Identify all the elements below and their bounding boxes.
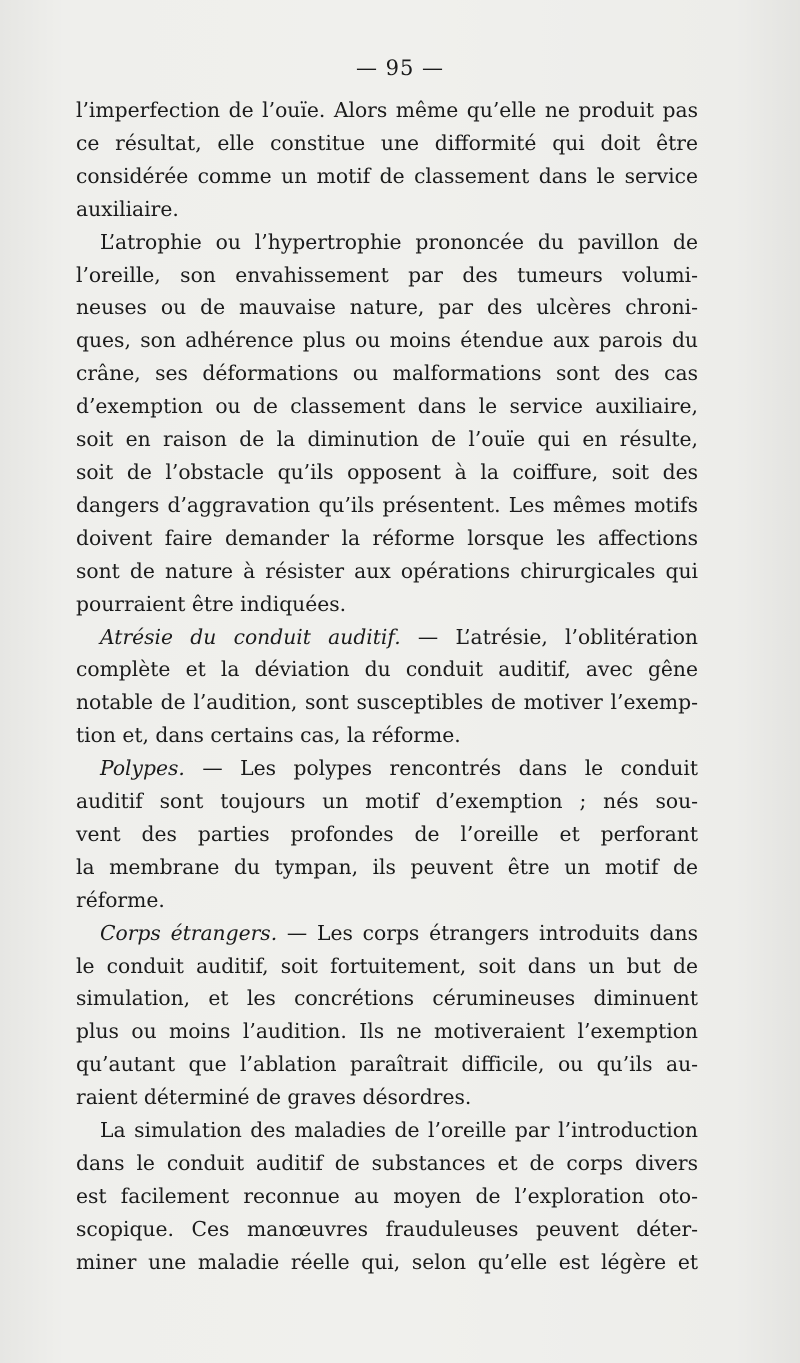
text-line: crâne, ses déformations ou malformations sont des cas (76, 361, 698, 386)
text-line: dangers d’aggravation qu’ils présentent. Les mêmes motifs (76, 492, 698, 517)
text-line: tion et, dans certains cas, la réforme. (76, 723, 461, 748)
page-number: — 95 — (355, 56, 445, 80)
text-line: miner une maladie réelle qui, selon qu’elle est légère et (76, 1249, 698, 1274)
paragraph (76, 917, 698, 1114)
text-fragment: — L’atrésie, l’oblitération (400, 624, 698, 649)
text-line: dans le conduit auditif de substances et de corps divers (76, 1151, 698, 1175)
text-line: est facilement reconnue au moyen de l’exploration oto- (76, 1183, 698, 1208)
text-line: qu’autant que l’ablation paraîtrait difficile, ou qu’ils au- (76, 1052, 698, 1077)
text-line: l’oreille, son envahissement par des tumeurs volumi- (76, 262, 698, 287)
text-line: neuses ou de mauvaise nature, par des ulcères chroni- (76, 295, 698, 320)
text-line: scopique. Ces manœuvres frauduleuses peuvent déter- (76, 1216, 698, 1241)
text-line: complète et la déviation du conduit auditif, avec gêne (76, 657, 698, 682)
paragraph (76, 752, 698, 917)
text-line: auditif sont toujours un motif d’exemption ; nés sou- (76, 789, 698, 814)
body-text (76, 94, 698, 1279)
text-line: L’atrophie ou l’hypertrophie prononcée du pavillon de (100, 229, 698, 254)
paragraph (76, 1114, 698, 1279)
text-line: pourraient être indiquées. (76, 591, 347, 616)
text-line (76, 752, 698, 785)
section-heading: Polypes. (100, 756, 185, 781)
section-heading: Atrésie du conduit auditif. (100, 624, 401, 649)
text-line: ce résultat, elle constitue une difformité qui doit être (76, 130, 698, 155)
text-line: le conduit auditif, soit fortuitement, soit dans un but de (76, 953, 698, 978)
paragraph (76, 94, 698, 226)
text-line: vent des parties profondes de l’oreille et perforant (76, 821, 698, 846)
text-line: plus ou moins l’audition. Ils ne motiveraient l’exemption (76, 1019, 698, 1044)
text-line: doivent faire demander la réforme lorsque les affections (76, 525, 698, 550)
text-line: soit de l’obstacle qu’ils opposent à la coiffure, soit des (76, 459, 698, 484)
text-line: d’exemption ou de classement dans le service auxiliaire, (76, 394, 698, 419)
text-fragment: — Les corps étrangers introduits dans (277, 920, 698, 945)
section-heading: Corps étrangers. (100, 920, 278, 945)
text-line: sont de nature à résister aux opérations chirurgicales qui (76, 558, 698, 583)
text-line: simulation, et les concrétions cérumineuses diminuent (76, 986, 698, 1011)
text-line: notable de l’audition, sont susceptibles de motiver l’exemp- (76, 690, 698, 715)
text-line: auxiliaire. (76, 196, 179, 221)
text-line (76, 621, 698, 654)
text-line: ques, son adhérence plus ou moins étendue aux parois du (76, 328, 698, 353)
text-fragment: — Les polypes rencontrés dans le conduit (184, 756, 698, 781)
text-line: La simulation des maladies de l’oreille par l’introduction (100, 1118, 698, 1143)
text-line: l’imperfection de l’ouïe. Alors même qu’elle ne produit pas (76, 98, 698, 122)
text-line: considérée comme un motif de classement dans le service (76, 163, 698, 188)
text-line: soit en raison de la diminution de l’ouïe qui en résulte, (76, 427, 698, 452)
text-line: la membrane du tympan, ils peuvent être un motif de (76, 854, 698, 879)
paragraph (76, 226, 698, 621)
text-line: réforme. (76, 887, 165, 912)
text-line: raient déterminé de graves désordres. (76, 1085, 472, 1110)
paragraph (76, 621, 698, 753)
text-line (76, 917, 698, 950)
